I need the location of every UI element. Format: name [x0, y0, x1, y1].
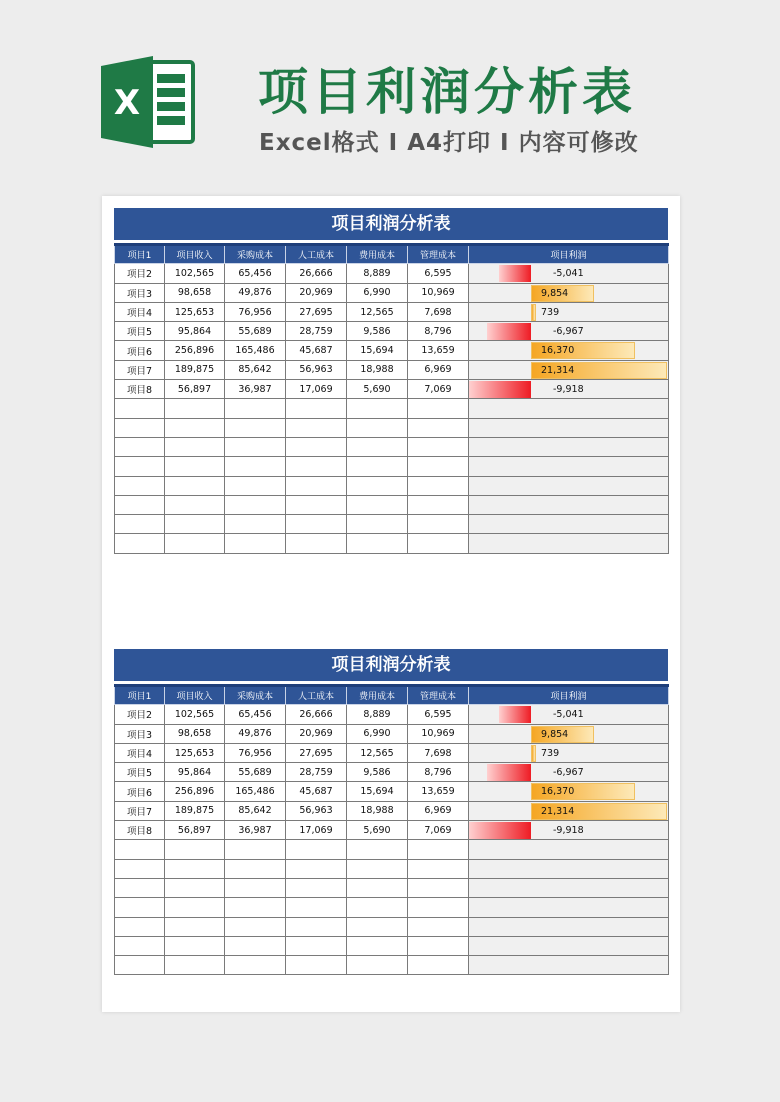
- empty-cell[interactable]: [408, 437, 469, 456]
- empty-row: [115, 534, 669, 553]
- cell-name[interactable]: 项目5: [115, 763, 165, 782]
- cell-mgmt[interactable]: 10,969: [408, 283, 469, 302]
- empty-cell[interactable]: [286, 878, 347, 897]
- empty-cell[interactable]: [408, 859, 469, 878]
- empty-cell[interactable]: [286, 515, 347, 534]
- empty-cell[interactable]: [165, 534, 225, 553]
- cell-labor[interactable]: 45,687: [286, 782, 347, 801]
- empty-cell[interactable]: [115, 917, 165, 936]
- cell-labor[interactable]: 45,687: [286, 341, 347, 360]
- empty-cell[interactable]: [225, 898, 286, 917]
- profit-data-bar: [487, 323, 531, 340]
- cell-expense[interactable]: 15,694: [347, 782, 408, 801]
- cell-mgmt[interactable]: 6,969: [408, 801, 469, 820]
- empty-cell[interactable]: [165, 878, 225, 897]
- cell-profit[interactable]: [469, 801, 669, 820]
- empty-cell[interactable]: [347, 495, 408, 514]
- table-row: [115, 724, 669, 743]
- table-row: [115, 743, 669, 762]
- empty-cell[interactable]: [225, 515, 286, 534]
- cell-mgmt[interactable]: 7,069: [408, 821, 469, 840]
- cell-purchase[interactable]: 85,642: [225, 360, 286, 379]
- table-row: [115, 763, 669, 782]
- cell-name[interactable]: 项目6: [115, 782, 165, 801]
- empty-cell[interactable]: [408, 936, 469, 955]
- table-row: [115, 782, 669, 801]
- empty-cell[interactable]: [469, 399, 669, 418]
- empty-cell[interactable]: [115, 457, 165, 476]
- empty-cell[interactable]: [469, 534, 669, 553]
- cell-labor[interactable]: 28,759: [286, 322, 347, 341]
- table-row: [115, 801, 669, 820]
- cell-income[interactable]: 125,653: [165, 302, 225, 321]
- cell-purchase[interactable]: 49,876: [225, 724, 286, 743]
- empty-cell[interactable]: [165, 399, 225, 418]
- column-header[interactable]: 费用成本: [347, 686, 408, 705]
- cell-income[interactable]: 102,565: [165, 264, 225, 283]
- cell-profit[interactable]: [469, 724, 669, 743]
- empty-cell[interactable]: [225, 956, 286, 975]
- cell-income[interactable]: 189,875: [165, 801, 225, 820]
- cell-mgmt[interactable]: 13,659: [408, 341, 469, 360]
- empty-cell[interactable]: [469, 956, 669, 975]
- table-row: [115, 360, 669, 379]
- empty-cell[interactable]: [165, 495, 225, 514]
- cell-purchase[interactable]: 65,456: [225, 264, 286, 283]
- empty-cell[interactable]: [115, 840, 165, 859]
- empty-cell[interactable]: [115, 495, 165, 514]
- empty-cell[interactable]: [408, 917, 469, 936]
- table-row: [115, 264, 669, 283]
- empty-cell[interactable]: [286, 956, 347, 975]
- profit-value: 739: [541, 747, 560, 759]
- empty-cell[interactable]: [286, 399, 347, 418]
- empty-cell[interactable]: [115, 437, 165, 456]
- excel-logo-icon: [101, 52, 197, 152]
- cell-expense[interactable]: 6,990: [347, 724, 408, 743]
- cell-expense[interactable]: 5,690: [347, 380, 408, 399]
- empty-cell[interactable]: [286, 476, 347, 495]
- header-row: [115, 686, 669, 705]
- empty-cell[interactable]: [286, 917, 347, 936]
- profit-value: 739: [541, 306, 560, 318]
- cell-name[interactable]: 项目8: [115, 821, 165, 840]
- cell-income[interactable]: 56,897: [165, 821, 225, 840]
- cell-profit[interactable]: [469, 302, 669, 321]
- empty-row: [115, 476, 669, 495]
- cell-expense[interactable]: 6,990: [347, 283, 408, 302]
- empty-cell[interactable]: [408, 515, 469, 534]
- table-row: [115, 380, 669, 399]
- empty-cell[interactable]: [286, 418, 347, 437]
- sheet-title: 项目利润分析表: [114, 649, 668, 681]
- cell-purchase[interactable]: 76,956: [225, 743, 286, 762]
- column-header[interactable]: 项目利润: [469, 245, 669, 264]
- empty-cell[interactable]: [165, 936, 225, 955]
- empty-cell[interactable]: [347, 476, 408, 495]
- cell-expense[interactable]: 12,565: [347, 302, 408, 321]
- empty-cell[interactable]: [225, 418, 286, 437]
- empty-cell[interactable]: [347, 515, 408, 534]
- profit-value: -5,041: [553, 268, 584, 280]
- empty-cell[interactable]: [408, 898, 469, 917]
- cell-purchase[interactable]: 165,486: [225, 782, 286, 801]
- empty-cell[interactable]: [469, 878, 669, 897]
- cell-name[interactable]: 项目3: [115, 724, 165, 743]
- profit-table: [114, 684, 669, 975]
- empty-cell[interactable]: [225, 457, 286, 476]
- empty-cell[interactable]: [347, 878, 408, 897]
- column-header[interactable]: 人工成本: [286, 686, 347, 705]
- profit-value: 16,370: [541, 786, 575, 798]
- empty-row: [115, 878, 669, 897]
- cell-expense[interactable]: 9,586: [347, 763, 408, 782]
- empty-cell[interactable]: [225, 534, 286, 553]
- empty-row: [115, 840, 669, 859]
- cell-income[interactable]: 95,864: [165, 322, 225, 341]
- empty-cell[interactable]: [115, 898, 165, 917]
- empty-cell[interactable]: [469, 840, 669, 859]
- empty-cell[interactable]: [469, 936, 669, 955]
- profit-data-bar: [531, 745, 536, 762]
- cell-purchase[interactable]: 76,956: [225, 302, 286, 321]
- cell-mgmt[interactable]: 6,595: [408, 705, 469, 724]
- empty-cell[interactable]: [347, 457, 408, 476]
- cell-purchase[interactable]: 55,689: [225, 322, 286, 341]
- empty-cell[interactable]: [347, 898, 408, 917]
- cell-purchase[interactable]: 36,987: [225, 821, 286, 840]
- empty-cell[interactable]: [115, 418, 165, 437]
- cell-labor[interactable]: 26,666: [286, 705, 347, 724]
- profit-value: 9,854: [541, 287, 569, 299]
- cell-purchase[interactable]: 55,689: [225, 763, 286, 782]
- profit-value: -5,041: [553, 709, 584, 721]
- cell-labor[interactable]: 20,969: [286, 724, 347, 743]
- cell-name[interactable]: 项目7: [115, 360, 165, 379]
- empty-cell[interactable]: [225, 495, 286, 514]
- column-header[interactable]: 项目利润: [469, 686, 669, 705]
- empty-cell[interactable]: [115, 515, 165, 534]
- empty-cell[interactable]: [115, 859, 165, 878]
- cell-labor[interactable]: 17,069: [286, 380, 347, 399]
- profit-value: -6,967: [553, 767, 584, 779]
- empty-cell[interactable]: [347, 956, 408, 975]
- empty-cell[interactable]: [408, 878, 469, 897]
- empty-cell[interactable]: [347, 859, 408, 878]
- cell-labor[interactable]: 27,695: [286, 302, 347, 321]
- profit-data-bar: [469, 822, 531, 839]
- cell-name[interactable]: 项目2: [115, 264, 165, 283]
- empty-row: [115, 859, 669, 878]
- column-header[interactable]: 费用成本: [347, 245, 408, 264]
- empty-cell[interactable]: [408, 956, 469, 975]
- cell-mgmt[interactable]: 7,698: [408, 743, 469, 762]
- table-row: [115, 283, 669, 302]
- empty-cell[interactable]: [408, 840, 469, 859]
- cell-name[interactable]: 项目3: [115, 283, 165, 302]
- cell-mgmt[interactable]: 8,796: [408, 322, 469, 341]
- column-header[interactable]: 管理成本: [408, 245, 469, 264]
- cell-mgmt[interactable]: 13,659: [408, 782, 469, 801]
- cell-expense[interactable]: 15,694: [347, 341, 408, 360]
- banner-subtitle: Excel格式 I A4打印 I 内容可修改: [259, 130, 639, 156]
- cell-income[interactable]: 125,653: [165, 743, 225, 762]
- empty-cell[interactable]: [347, 534, 408, 553]
- empty-row: [115, 457, 669, 476]
- empty-cell[interactable]: [469, 898, 669, 917]
- profit-data-bar: [531, 304, 536, 321]
- empty-cell[interactable]: [225, 917, 286, 936]
- empty-cell[interactable]: [165, 457, 225, 476]
- profit-data-bar: [499, 265, 531, 282]
- empty-cell[interactable]: [115, 399, 165, 418]
- empty-cell[interactable]: [225, 840, 286, 859]
- cell-labor[interactable]: 56,963: [286, 360, 347, 379]
- empty-cell[interactable]: [347, 917, 408, 936]
- empty-cell[interactable]: [165, 840, 225, 859]
- empty-cell[interactable]: [347, 936, 408, 955]
- profit-data-bar: [499, 706, 531, 723]
- cell-purchase[interactable]: 165,486: [225, 341, 286, 360]
- empty-cell[interactable]: [469, 476, 669, 495]
- cell-expense[interactable]: 5,690: [347, 821, 408, 840]
- empty-cell[interactable]: [408, 399, 469, 418]
- cell-profit[interactable]: [469, 264, 669, 283]
- empty-cell[interactable]: [165, 476, 225, 495]
- cell-name[interactable]: 项目8: [115, 380, 165, 399]
- profit-value: 21,314: [541, 805, 575, 817]
- table-row: [115, 322, 669, 341]
- profit-value: -9,918: [553, 384, 584, 396]
- column-header[interactable]: 项目收入: [165, 245, 225, 264]
- empty-cell[interactable]: [225, 878, 286, 897]
- column-header[interactable]: 项目收入: [165, 686, 225, 705]
- cell-income[interactable]: 102,565: [165, 705, 225, 724]
- empty-cell[interactable]: [115, 534, 165, 553]
- cell-income[interactable]: 256,896: [165, 341, 225, 360]
- cell-purchase[interactable]: 65,456: [225, 705, 286, 724]
- empty-row: [115, 515, 669, 534]
- empty-cell[interactable]: [347, 418, 408, 437]
- document-page: [102, 196, 680, 1012]
- empty-cell[interactable]: [286, 457, 347, 476]
- cell-labor[interactable]: 28,759: [286, 763, 347, 782]
- empty-cell[interactable]: [165, 437, 225, 456]
- cell-profit[interactable]: [469, 360, 669, 379]
- profit-value: -9,918: [553, 825, 584, 837]
- empty-cell[interactable]: [115, 476, 165, 495]
- empty-cell[interactable]: [225, 936, 286, 955]
- empty-cell[interactable]: [408, 534, 469, 553]
- empty-cell[interactable]: [165, 515, 225, 534]
- cell-income[interactable]: 98,658: [165, 283, 225, 302]
- cell-expense[interactable]: 12,565: [347, 743, 408, 762]
- column-header[interactable]: 采购成本: [225, 245, 286, 264]
- cell-income[interactable]: 98,658: [165, 724, 225, 743]
- banner-title: 项目利润分析表: [258, 63, 636, 121]
- empty-cell[interactable]: [115, 956, 165, 975]
- profit-value: 21,314: [541, 364, 575, 376]
- empty-cell[interactable]: [165, 917, 225, 936]
- empty-cell[interactable]: [225, 437, 286, 456]
- cell-expense[interactable]: 18,988: [347, 360, 408, 379]
- sheet-title: 项目利润分析表: [114, 208, 668, 240]
- cell-mgmt[interactable]: 6,595: [408, 264, 469, 283]
- cell-expense[interactable]: 8,889: [347, 705, 408, 724]
- empty-cell[interactable]: [225, 859, 286, 878]
- cell-income[interactable]: 56,897: [165, 380, 225, 399]
- cell-expense[interactable]: 8,889: [347, 264, 408, 283]
- empty-cell[interactable]: [469, 859, 669, 878]
- profit-data-bar: [469, 381, 531, 398]
- empty-cell[interactable]: [347, 840, 408, 859]
- empty-cell[interactable]: [469, 495, 669, 514]
- cell-expense[interactable]: 9,586: [347, 322, 408, 341]
- cell-profit[interactable]: [469, 763, 669, 782]
- empty-row: [115, 936, 669, 955]
- cell-name[interactable]: 项目7: [115, 801, 165, 820]
- cell-profit[interactable]: [469, 743, 669, 762]
- empty-cell[interactable]: [347, 399, 408, 418]
- empty-cell[interactable]: [347, 437, 408, 456]
- column-header[interactable]: 人工成本: [286, 245, 347, 264]
- empty-row: [115, 917, 669, 936]
- cell-profit[interactable]: [469, 821, 669, 840]
- cell-profit[interactable]: [469, 782, 669, 801]
- empty-cell[interactable]: [408, 457, 469, 476]
- cell-profit[interactable]: [469, 380, 669, 399]
- profit-value: -6,967: [553, 326, 584, 338]
- cell-name[interactable]: 项目5: [115, 322, 165, 341]
- profit-table: [114, 243, 669, 554]
- cell-mgmt[interactable]: 7,069: [408, 380, 469, 399]
- profit-sheet-1: [114, 208, 668, 554]
- empty-cell[interactable]: [286, 840, 347, 859]
- empty-cell[interactable]: [115, 936, 165, 955]
- empty-cell[interactable]: [469, 457, 669, 476]
- empty-row: [115, 495, 669, 514]
- empty-cell[interactable]: [469, 418, 669, 437]
- cell-mgmt[interactable]: 7,698: [408, 302, 469, 321]
- cell-name[interactable]: 项目4: [115, 743, 165, 762]
- cell-name[interactable]: 项目4: [115, 302, 165, 321]
- column-header[interactable]: 项目1: [115, 686, 165, 705]
- empty-cell[interactable]: [286, 495, 347, 514]
- cell-mgmt[interactable]: 6,969: [408, 360, 469, 379]
- cell-profit[interactable]: [469, 322, 669, 341]
- empty-cell[interactable]: [286, 437, 347, 456]
- cell-purchase[interactable]: 85,642: [225, 801, 286, 820]
- cell-profit[interactable]: [469, 283, 669, 302]
- empty-cell[interactable]: [165, 898, 225, 917]
- header-row: [115, 245, 669, 264]
- empty-cell[interactable]: [286, 898, 347, 917]
- empty-row: [115, 418, 669, 437]
- profit-sheet-2: [114, 649, 668, 975]
- cell-name[interactable]: 项目2: [115, 705, 165, 724]
- cell-labor[interactable]: 17,069: [286, 821, 347, 840]
- column-header[interactable]: 管理成本: [408, 686, 469, 705]
- cell-expense[interactable]: 18,988: [347, 801, 408, 820]
- cell-profit[interactable]: [469, 341, 669, 360]
- empty-cell[interactable]: [286, 534, 347, 553]
- cell-purchase[interactable]: 49,876: [225, 283, 286, 302]
- empty-cell[interactable]: [165, 418, 225, 437]
- cell-income[interactable]: 95,864: [165, 763, 225, 782]
- cell-labor[interactable]: 27,695: [286, 743, 347, 762]
- empty-cell[interactable]: [225, 399, 286, 418]
- cell-labor[interactable]: 20,969: [286, 283, 347, 302]
- cell-labor[interactable]: 56,963: [286, 801, 347, 820]
- empty-cell[interactable]: [408, 495, 469, 514]
- banner: [0, 0, 780, 190]
- empty-row: [115, 399, 669, 418]
- empty-cell[interactable]: [115, 878, 165, 897]
- table-row: [115, 302, 669, 321]
- table-row: [115, 341, 669, 360]
- svg-text:X: X: [113, 83, 141, 123]
- cell-mgmt[interactable]: 8,796: [408, 763, 469, 782]
- cell-profit[interactable]: [469, 705, 669, 724]
- cell-labor[interactable]: 26,666: [286, 264, 347, 283]
- empty-cell[interactable]: [165, 859, 225, 878]
- empty-cell[interactable]: [408, 418, 469, 437]
- table-row: [115, 705, 669, 724]
- table-row: [115, 821, 669, 840]
- empty-cell[interactable]: [408, 476, 469, 495]
- empty-row: [115, 956, 669, 975]
- column-header[interactable]: 项目1: [115, 245, 165, 264]
- cell-purchase[interactable]: 36,987: [225, 380, 286, 399]
- cell-income[interactable]: 189,875: [165, 360, 225, 379]
- empty-row: [115, 898, 669, 917]
- empty-cell[interactable]: [469, 515, 669, 534]
- cell-mgmt[interactable]: 10,969: [408, 724, 469, 743]
- cell-name[interactable]: 项目6: [115, 341, 165, 360]
- empty-cell[interactable]: [165, 956, 225, 975]
- profit-value: 9,854: [541, 728, 569, 740]
- empty-row: [115, 437, 669, 456]
- cell-income[interactable]: 256,896: [165, 782, 225, 801]
- profit-data-bar: [487, 764, 531, 781]
- empty-cell[interactable]: [225, 476, 286, 495]
- empty-cell[interactable]: [469, 437, 669, 456]
- column-header[interactable]: 采购成本: [225, 686, 286, 705]
- empty-cell[interactable]: [286, 859, 347, 878]
- empty-cell[interactable]: [469, 917, 669, 936]
- profit-value: 16,370: [541, 345, 575, 357]
- empty-cell[interactable]: [286, 936, 347, 955]
